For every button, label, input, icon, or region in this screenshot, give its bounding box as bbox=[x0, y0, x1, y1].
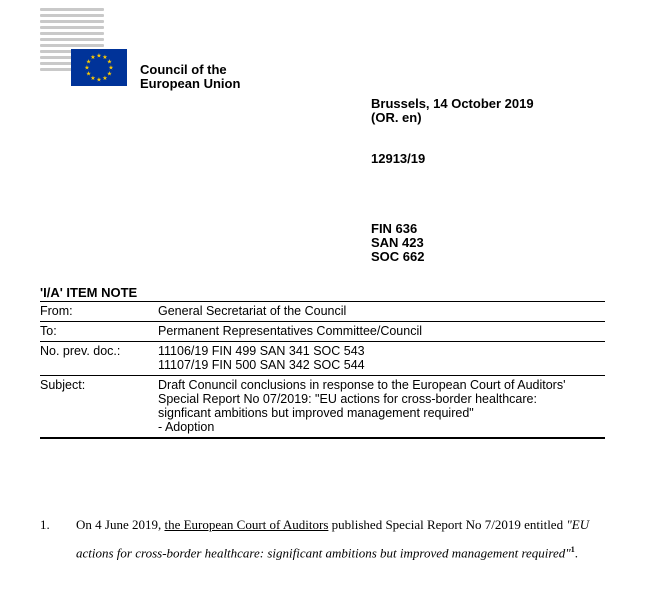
subject-codes bbox=[371, 222, 424, 264]
paragraph-text-start: On 4 June 2019, bbox=[76, 517, 165, 532]
row-value-line: Special Report No 07/2019: "EU actions for cross-border healthcare: bbox=[158, 392, 537, 406]
eu-flag-icon bbox=[71, 49, 127, 86]
row-value-line: signficant ambitions but improved management required" bbox=[158, 406, 474, 420]
org-name-line1: Council of the bbox=[140, 62, 227, 77]
org-name-line2: European Union bbox=[140, 76, 241, 91]
row-value-line: 11107/19 FIN 500 SAN 342 SOC 544 bbox=[158, 358, 365, 372]
paragraph-end: . bbox=[574, 545, 578, 561]
document-date: Brussels, 14 October 2019 bbox=[371, 96, 534, 111]
row-label: To: bbox=[40, 322, 158, 342]
organization-name bbox=[140, 63, 240, 91]
svg-text:★: ★ bbox=[102, 54, 108, 62]
table-row bbox=[40, 342, 605, 376]
svg-text:★: ★ bbox=[106, 58, 113, 66]
table-row bbox=[40, 376, 605, 439]
row-value-line: 11106/19 FIN 499 SAN 341 SOC 543 bbox=[158, 344, 365, 358]
row-label: Subject: bbox=[40, 376, 158, 439]
row-value bbox=[158, 342, 605, 376]
svg-text:★: ★ bbox=[106, 70, 113, 78]
paragraph-number: 1. bbox=[40, 517, 50, 532]
svg-text:★: ★ bbox=[96, 52, 102, 60]
note-metadata-table bbox=[40, 301, 605, 439]
svg-text:★: ★ bbox=[108, 64, 114, 72]
svg-text:★: ★ bbox=[90, 54, 96, 62]
document-number: 12913/19 bbox=[371, 151, 426, 166]
row-value-line: General Secretariat of the Council bbox=[158, 304, 347, 318]
body-paragraph bbox=[40, 512, 615, 565]
original-language: (OR. en) bbox=[371, 110, 422, 125]
table-row bbox=[40, 302, 605, 322]
row-value bbox=[158, 302, 605, 322]
report-title-quote: "EU actions for cross-border healthcare: significant ambitions but improved management required" bbox=[76, 517, 590, 561]
row-value-line: Draft Conuncil conclusions in response to the European Court of Auditors' bbox=[158, 378, 566, 392]
paragraph-text-mid: published Special Report No 7/2019 entitled bbox=[328, 517, 564, 532]
row-value bbox=[158, 322, 605, 342]
row-value bbox=[158, 376, 605, 439]
svg-text:★: ★ bbox=[84, 64, 90, 72]
subject-code: FIN 636 bbox=[371, 221, 418, 236]
note-title: 'I/A' ITEM NOTE bbox=[40, 285, 138, 300]
row-label: No. prev. doc.: bbox=[40, 342, 158, 376]
court-of-auditors-link[interactable]: the European Court of Auditors bbox=[164, 517, 329, 532]
svg-text:★: ★ bbox=[102, 74, 108, 82]
table-row bbox=[40, 322, 605, 342]
svg-text:★: ★ bbox=[85, 70, 92, 78]
row-label: From: bbox=[40, 302, 158, 322]
subject-code: SOC 662 bbox=[371, 249, 425, 264]
row-value-line: Permanent Representatives Committee/Council bbox=[158, 324, 423, 338]
document-date-block bbox=[371, 97, 534, 125]
svg-text:★: ★ bbox=[85, 58, 92, 66]
row-value-line: - Adoption bbox=[158, 420, 215, 434]
svg-text:★: ★ bbox=[96, 76, 102, 84]
svg-text:★: ★ bbox=[90, 74, 96, 82]
footnote-ref[interactable]: 1 bbox=[570, 545, 575, 554]
paragraph-text bbox=[76, 512, 615, 565]
subject-code: SAN 423 bbox=[371, 235, 424, 250]
